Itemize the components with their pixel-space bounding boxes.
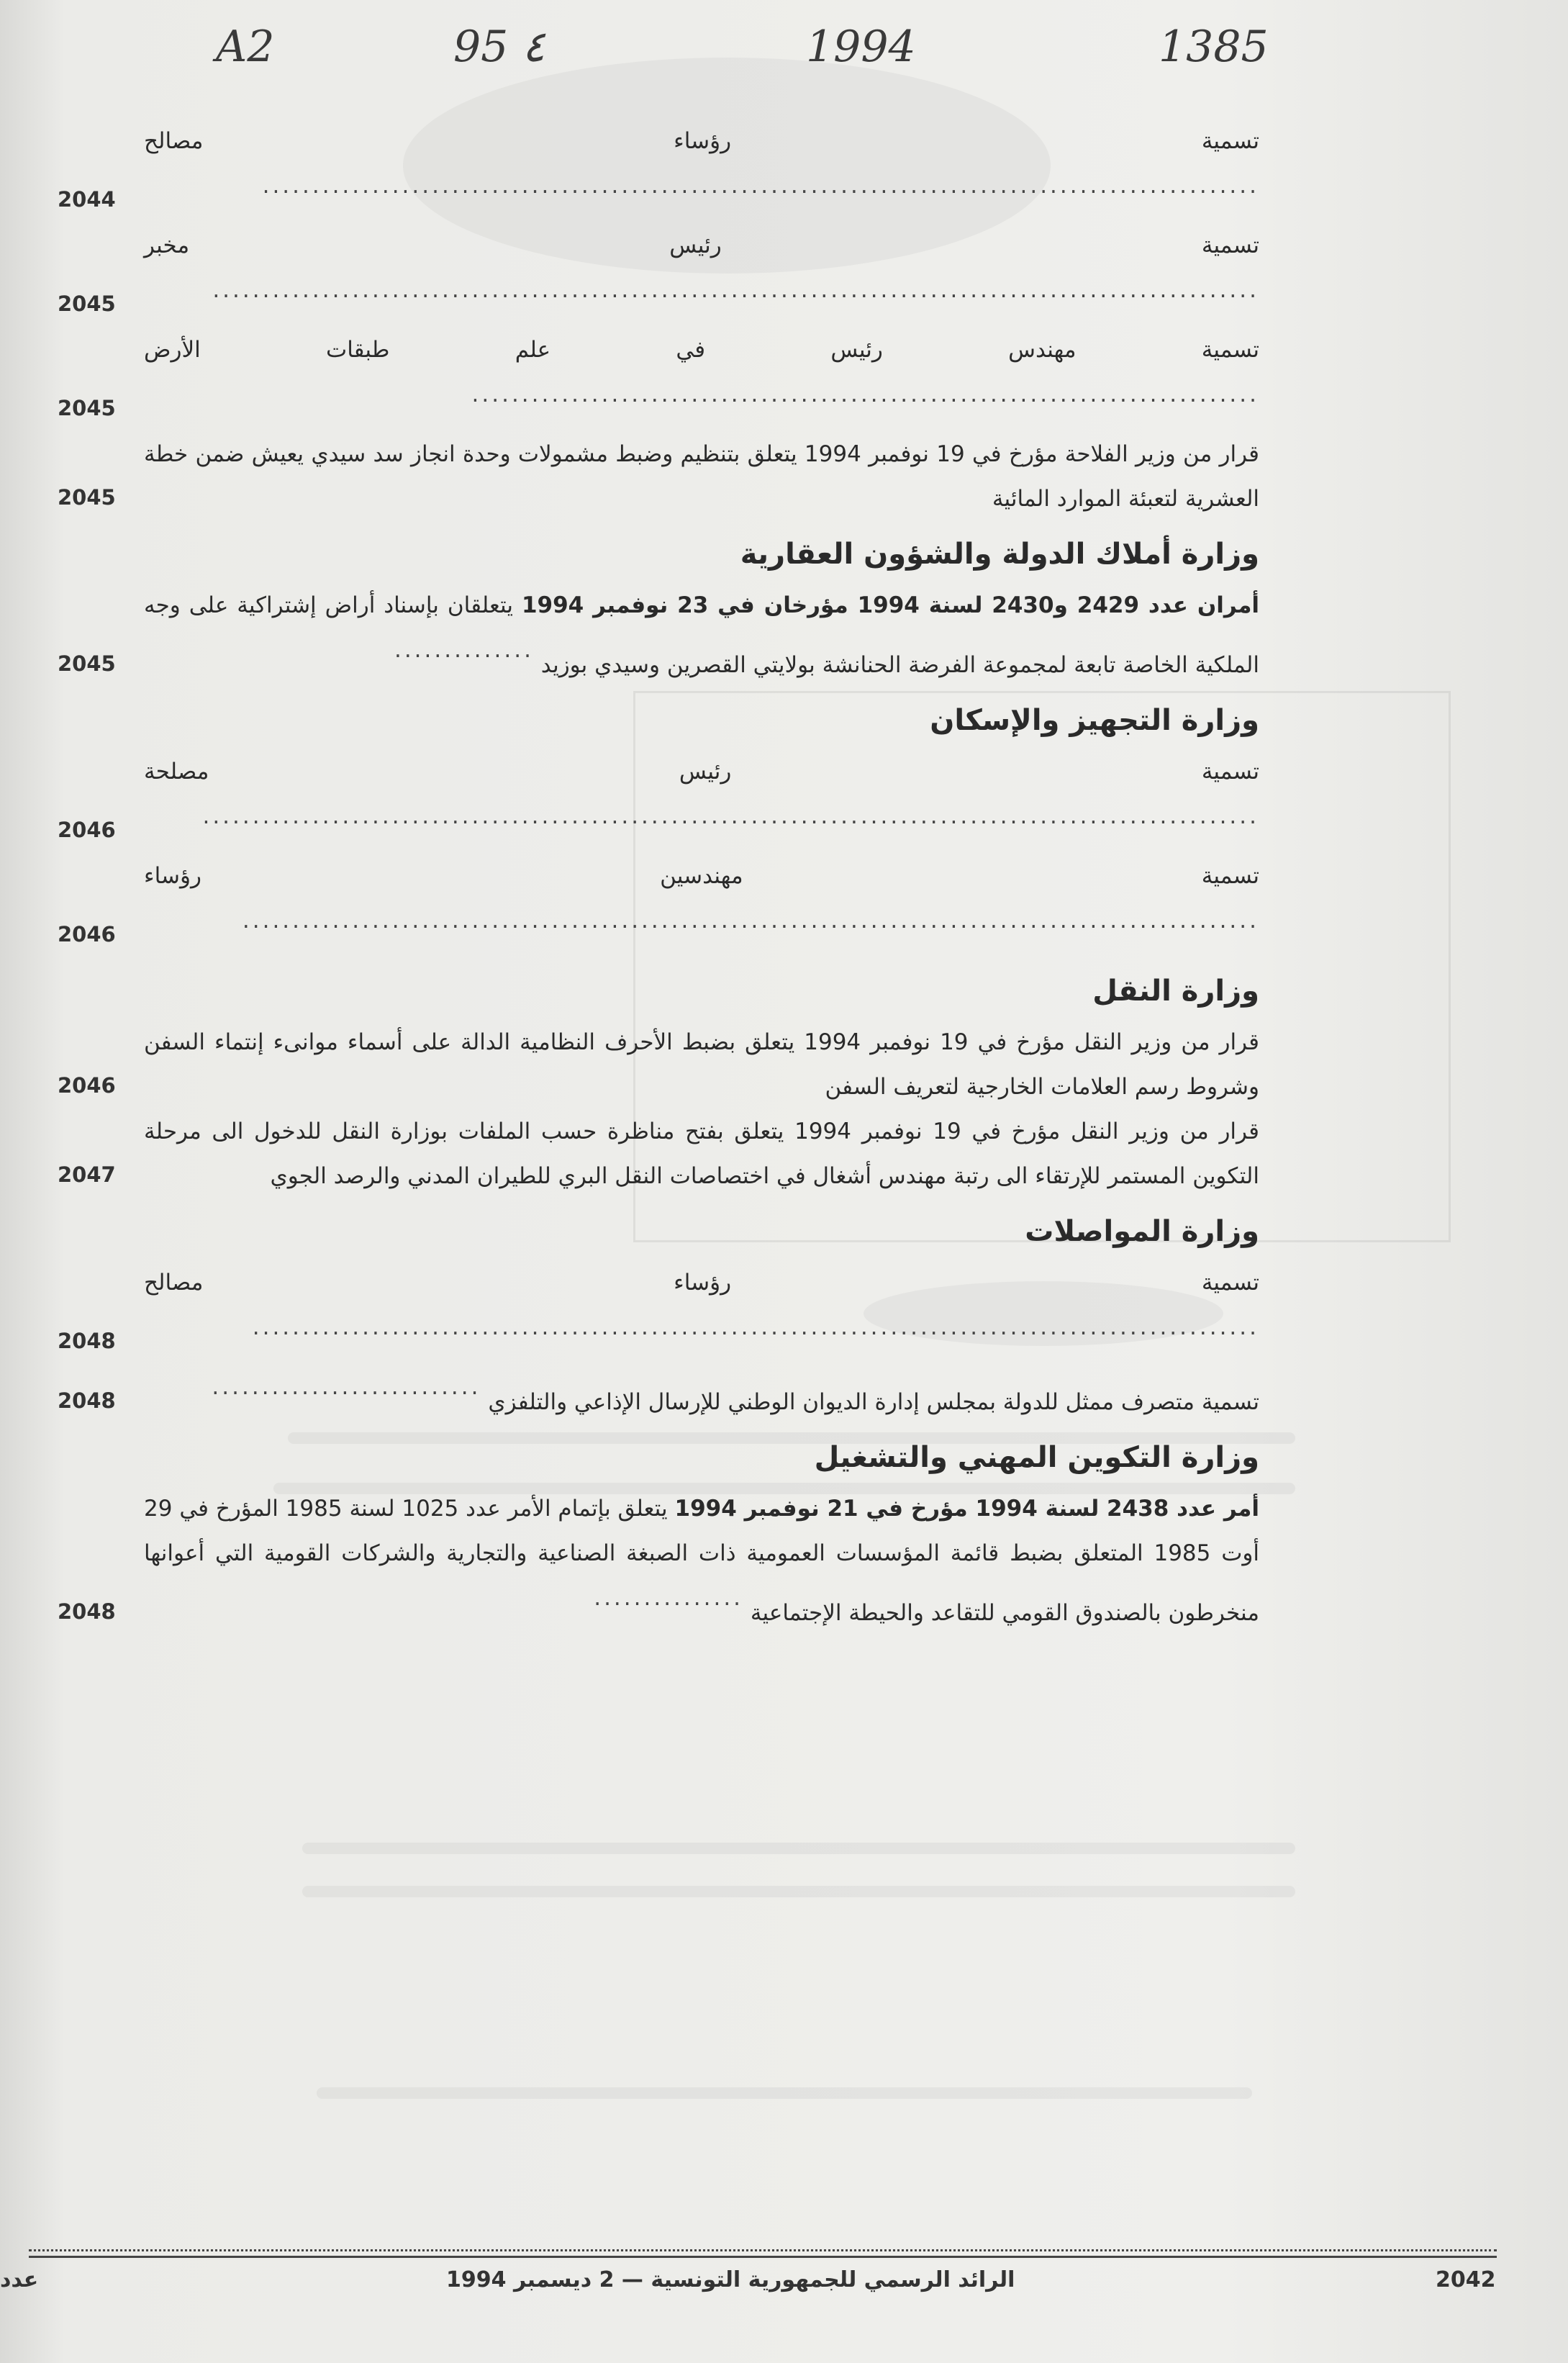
- leader-dots: ..............: [394, 637, 534, 663]
- toc-page-number: 2045: [58, 651, 116, 676]
- leader-dots: ......................................................................................................: [242, 908, 1259, 934]
- decree-reference: أمران عدد 2429 و2430 لسنة 1994 مؤرخان في 23 نوفمبر 1994: [521, 592, 1260, 618]
- toc-page-number: 2048: [58, 1388, 116, 1413]
- toc-entry-text: قرار من وزير الفلاحة مؤرخ في 19 نوفمبر 1994 يتعلق بتنظيم وضبط مشمولات وحدة انجاز سد سيدي يعيش ضمن خطة العشرية لتعبئة الموارد المائية: [144, 441, 1259, 512]
- toc-entry-text: تسمية متصرف ممثل للدولة بمجلس إدارة الديوان الوطني للإرسال الإذاعي والتلفزي: [488, 1389, 1259, 1415]
- toc-page-number: 2046: [58, 922, 116, 946]
- bleed-line: [302, 1843, 1295, 1854]
- toc-page-number: 2048: [58, 1599, 116, 1624]
- toc-entry: [58, 327, 1259, 432]
- footer-divider: [29, 2249, 1497, 2258]
- toc-entry-text: تسمية رؤساء مصالح: [144, 128, 1259, 154]
- toc-entry: [58, 223, 1259, 327]
- footer-title: الرائد الرسمي للجمهورية التونسية — 2 ديسمبر 1994: [446, 2267, 1015, 2292]
- toc-page-number: 2047: [58, 1162, 116, 1187]
- handwritten-note-left: A2: [216, 22, 275, 72]
- toc-entry-text: يتعلقان بإسناد أراض إشتراكية على وجه الملكية الخاصة تابعة لمجموعة الفرضة الحنانشة بولايتي القصرين وسيدي بوزيد: [144, 592, 1259, 678]
- handwritten-note-center-left: 95 ٤: [453, 22, 545, 72]
- leader-dots: ...............................................................................: [471, 381, 1259, 407]
- leader-dots: .....................................................................................................: [252, 1314, 1259, 1340]
- bleed-line: [302, 1886, 1295, 1897]
- toc-entry-text: تسمية مهندسين رؤساء: [144, 863, 1259, 889]
- toc-page-number: 2046: [58, 818, 116, 842]
- leader-dots: ....................................................................................................: [262, 173, 1259, 199]
- footer-left-edge: عدد: [0, 2267, 39, 2292]
- section-heading: وزارة النقل: [1092, 975, 1259, 1008]
- toc-page-number: 2046: [58, 1073, 116, 1098]
- decree-reference: أمر عدد 2438 لسنة 1994 مؤرخ في 21 نوفمبر 1994: [674, 1496, 1260, 1522]
- toc-page-number: 2045: [58, 485, 116, 510]
- leader-dots: ..........................................................................................................: [202, 803, 1259, 829]
- toc-page-number: 2044: [58, 187, 116, 212]
- toc-entry: [58, 749, 1259, 854]
- toc-page-number: 2045: [58, 292, 116, 316]
- leader-dots: .........................................................................................................: [212, 277, 1259, 303]
- bleed-line: [317, 2087, 1252, 2099]
- toc-entry: [58, 1365, 1259, 1424]
- section-heading: وزارة أملاك الدولة والشؤون العقارية: [740, 538, 1259, 571]
- section-heading: وزارة المواصلات: [1025, 1215, 1259, 1248]
- toc-entry: [58, 1260, 1259, 1365]
- leader-dots: ...............: [594, 1585, 744, 1611]
- toc-entry-text: يتعلق بإتمام الأمر عدد 1025 لسنة 1985 المؤرخ في 29 أوت 1985 المتعلق بضبط قائمة المؤسسات العمومية ذات الصبغة الصناعية والتجارية والشركات القومية التي أعوانها منخرطون بالصندوق القومي للتقاعد والحيطة الإجتماعية: [144, 1496, 1260, 1626]
- section-heading: وزارة التكوين المهني والتشغيل: [814, 1441, 1259, 1474]
- section-heading: وزارة التجهيز والإسكان: [930, 704, 1259, 737]
- handwritten-note-center-right: 1994: [806, 22, 916, 72]
- toc-entry: [58, 1020, 1259, 1109]
- toc-entry: [58, 854, 1259, 958]
- handwritten-note-right: 1385: [1159, 22, 1269, 72]
- toc-entry-text: تسمية رئيس مخبر: [144, 232, 1259, 258]
- toc-entry-text: قرار من وزير النقل مؤرخ في 19 نوفمبر 1994 يتعلق بفتح مناظرة حسب الملفات بوزارة النقل للدخول الى مرحلة التكوين المستمر للإرتقاء الى رتبة مهندس أشغال في اختصاصات النقل البري للطيران المدني والرصد الجوي: [144, 1119, 1259, 1189]
- leader-dots: ...........................: [212, 1374, 481, 1400]
- toc-entry-text: تسمية مهندس رئيس في علم طبقات الأرض: [144, 337, 1259, 363]
- toc-page-number: 2048: [58, 1329, 116, 1353]
- table-of-contents: [58, 119, 1259, 1635]
- toc-entry: [58, 119, 1259, 223]
- toc-entry-text: قرار من وزير النقل مؤرخ في 19 نوفمبر 1994 يتعلق بضبط الأحرف النظامية الدالة على أسماء موانىء إنتماء السفن وشروط رسم العلامات الخارجية لتعريف السفن: [144, 1029, 1259, 1100]
- toc-entry: [58, 432, 1259, 521]
- toc-entry: [58, 1109, 1259, 1198]
- toc-entry-text: تسمية رؤساء مصالح: [144, 1270, 1259, 1296]
- toc-entry: [58, 1486, 1259, 1635]
- toc-entry: [58, 583, 1259, 687]
- page-number: 2042: [1436, 2267, 1496, 2292]
- toc-page-number: 2045: [58, 396, 116, 420]
- toc-entry-text: تسمية رئيس مصلحة: [144, 759, 1259, 785]
